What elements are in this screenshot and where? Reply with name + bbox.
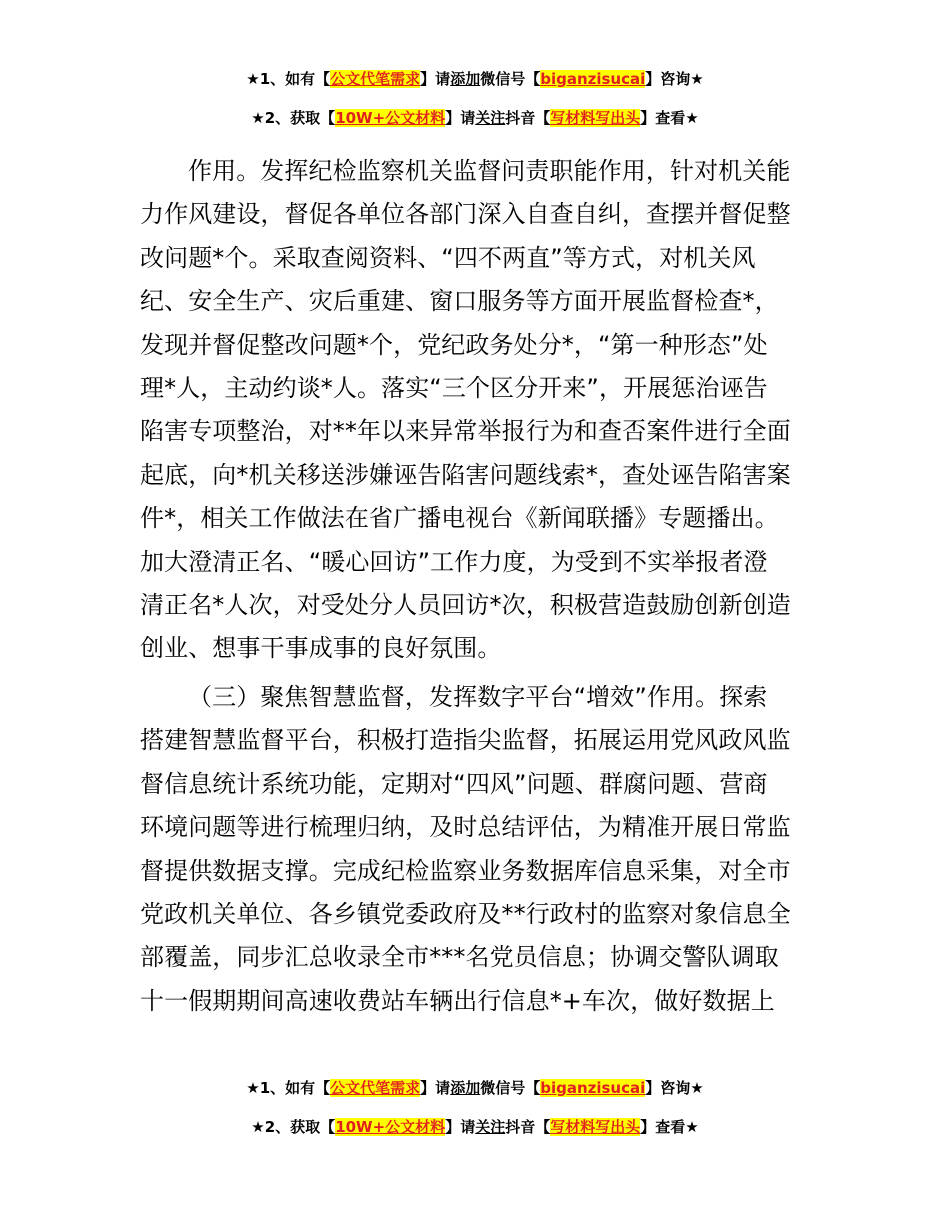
text-line: 十一假期期间高速收费站车辆出行信息*+车次，做好数据上 — [140, 986, 775, 1015]
banner-highlight: 公文代笔需求 — [330, 70, 421, 88]
banner-underline: 添加 — [450, 1079, 481, 1097]
banner-text: ★2、获取【 — [251, 1118, 336, 1136]
text-line: 督信息统计系统功能，定期对“四风”问题、群腐问题、营商 — [140, 769, 768, 798]
text-line: 力作风建设，督促各单位各部门深入自查自纠，查摆并督促整 — [140, 200, 791, 229]
header-banner-line-2 — [0, 107, 950, 128]
banner-text: ★1、如有【 — [246, 1079, 331, 1097]
banner-text: 抖音【 — [505, 109, 551, 127]
banner-text: ★1、如有【 — [246, 70, 331, 88]
banner-text: 抖音【 — [505, 1118, 551, 1136]
banner-underline: 添加 — [450, 70, 481, 88]
text-line: 督提供数据支撑。完成纪检监察业务数据库信息采集，对全市 — [140, 856, 791, 885]
banner-text: 】查看★ — [640, 1118, 699, 1136]
text-line: 环境问题等进行梳理归纳，及时总结评估，为精准开展日常监 — [140, 813, 791, 842]
text-line: 部覆盖，同步汇总收录全市***名党员信息；协调交警队调取 — [140, 943, 779, 972]
banner-underline: 关注 — [475, 109, 506, 127]
text-line: 党政机关单位、各乡镇党委政府及**行政村的监察对象信息全 — [140, 899, 791, 928]
banner-text: 】请 — [445, 109, 476, 127]
text-line: 起底，向*机关移送涉嫌诬告陷害问题线索*，查处诬告陷害案 — [140, 460, 791, 489]
text-line: 清正名*人次，对受处分人员回访*次，积极营造鼓励创新创造 — [140, 591, 791, 620]
text-line: 纪、安全生产、灾后重建、窗口服务等方面开展监督检查*， — [140, 287, 779, 316]
banner-text: 】咨询★ — [645, 70, 704, 88]
text-line: 陷害专项整治，对**年以来异常举报行为和查否案件进行全面 — [140, 417, 791, 446]
text-line: 改问题*个。采取查阅资料、“四不两直”等方式，对机关风 — [140, 243, 756, 272]
banner-text: 】请 — [445, 1118, 476, 1136]
document-body — [140, 150, 815, 1023]
banner-text: 微信号【 — [480, 1079, 541, 1097]
paragraph-1 — [140, 150, 815, 671]
text-line: （三）聚焦智慧监督，发挥数字平台“增效”作用。探索 — [188, 682, 768, 711]
banner-highlight: 写材料写出头 — [550, 1118, 641, 1136]
text-line: 发现并督促整改问题*个，党纪政务处分*，“第一种形态”处 — [140, 330, 768, 359]
banner-highlight: 公文代笔需求 — [330, 1079, 421, 1097]
text-line: 加大澄清正名、“暖心回访”工作力度，为受到不实举报者澄 — [140, 547, 768, 576]
text-line: 创业、想事干事成事的良好氛围。 — [140, 634, 502, 663]
footer-banner-line-2 — [0, 1116, 950, 1137]
banner-highlight: 10W+公文材料 — [335, 1118, 446, 1136]
banner-underline: 关注 — [475, 1118, 506, 1136]
banner-highlight: 10W+公文材料 — [335, 109, 446, 127]
banner-text: 】请 — [420, 1079, 451, 1097]
banner-text: 】查看★ — [640, 109, 699, 127]
footer-banner-line-1 — [0, 1077, 950, 1098]
paragraph-2 — [140, 676, 815, 1023]
text-line: 理*人，主动约谈*人。落实“三个区分开来”，开展惩治诬告 — [140, 374, 768, 403]
banner-highlight: 写材料写出头 — [550, 109, 641, 127]
text-line: 作用。发挥纪检监察机关监督问责职能作用，针对机关能 — [188, 157, 791, 185]
banner-text: ★2、获取【 — [251, 109, 336, 127]
banner-highlight: biganzisucai — [540, 70, 646, 88]
banner-highlight: biganzisucai — [540, 1079, 646, 1097]
text-line: 搭建智慧监督平台，积极打造指尖监督，拓展运用党风政风监 — [140, 726, 791, 755]
banner-text: 】请 — [420, 70, 451, 88]
banner-text: 微信号【 — [480, 70, 541, 88]
banner-text: 】咨询★ — [645, 1079, 704, 1097]
text-line: 件*，相关工作做法在省广播电视台《新闻联播》专题播出。 — [140, 504, 779, 533]
header-banner-line-1 — [0, 68, 950, 89]
